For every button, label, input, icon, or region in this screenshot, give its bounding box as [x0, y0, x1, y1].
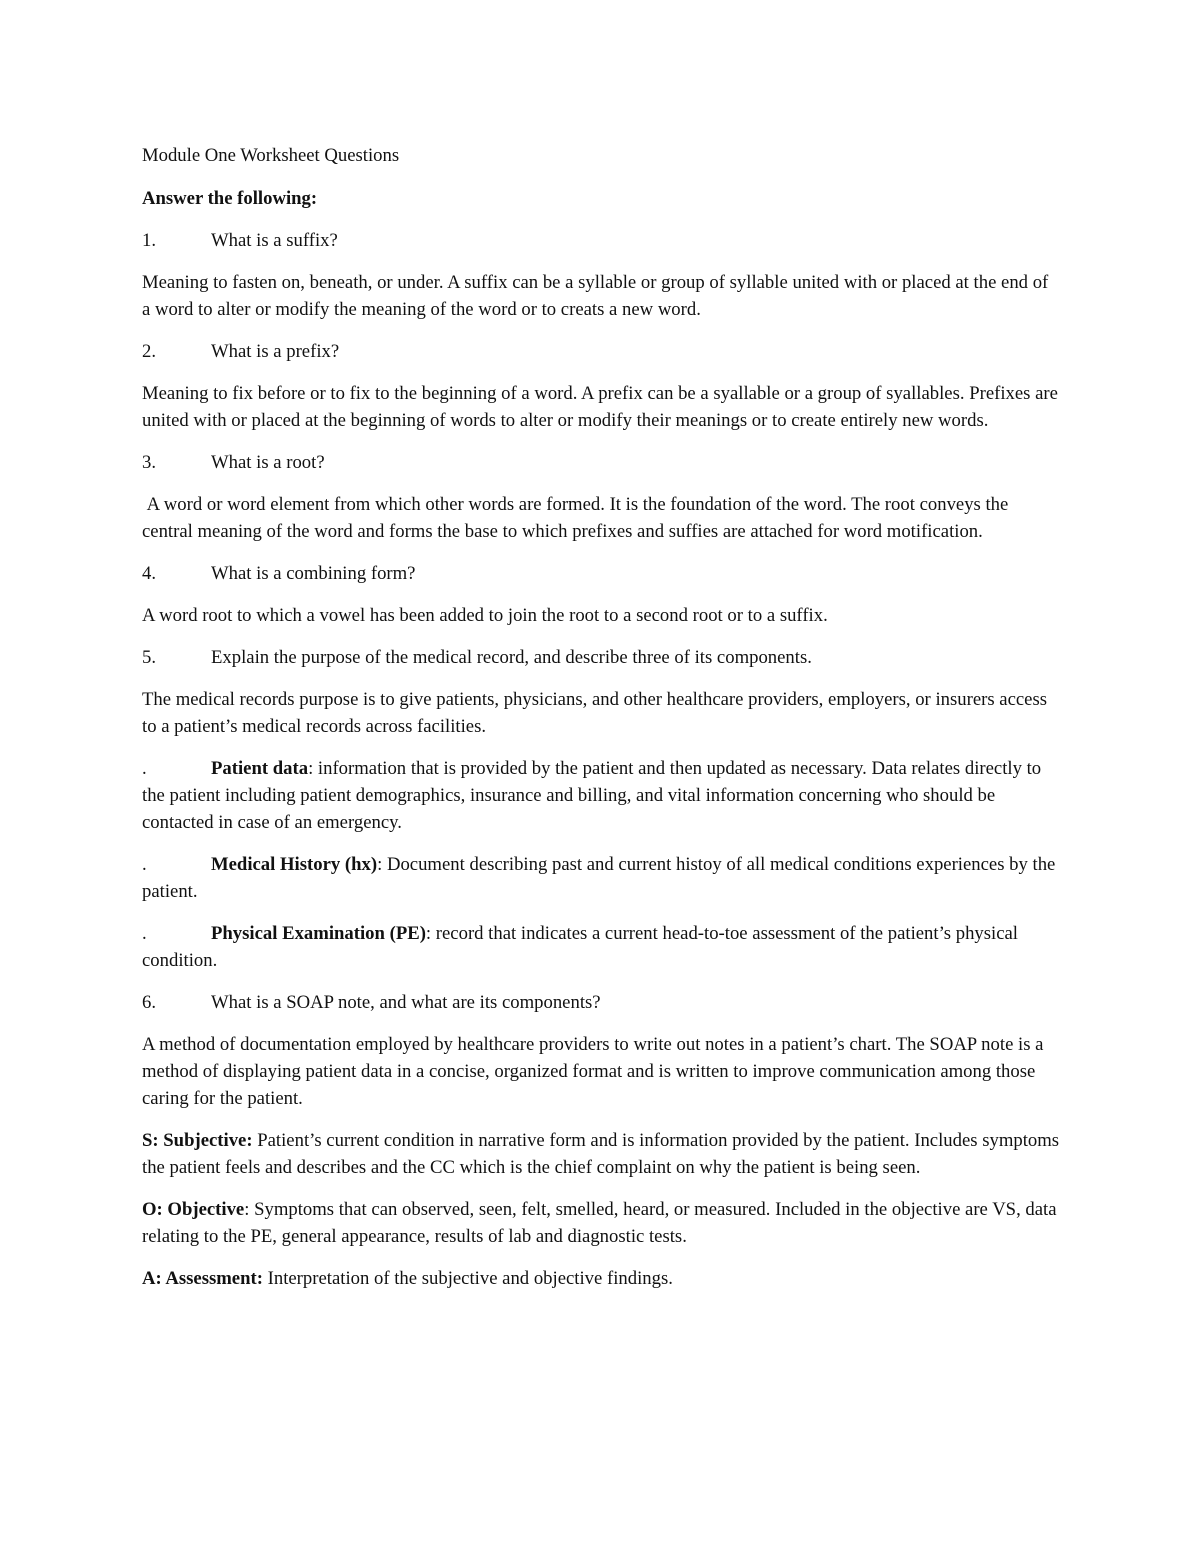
answer-6: A method of documentation employed by healthcare providers to write out notes in a patient’s chart. The SOAP note is a method of displaying patient data in a concise, organized format and is written to improve communication among those caring for the patient.	[142, 1034, 1044, 1109]
soap-label: A: Assessment:	[142, 1268, 263, 1289]
soap-label: S: Subjective:	[142, 1130, 253, 1151]
question-text: What is a SOAP note, and what are its components?	[211, 992, 601, 1013]
question-number: 2.	[142, 341, 157, 362]
soap-text: Interpretation of the subjective and objective findings.	[262, 1268, 673, 1289]
answer-3: A word or word element from which other words are formed. It is the foundation of the word. The root conveys the central meaning of the word and forms the base to which prefixes and suffies are attached for word motification.	[142, 494, 1013, 542]
question-1	[142, 227, 1060, 254]
question-2	[142, 338, 1060, 365]
component-bullet: .	[142, 854, 147, 875]
component-text: : information that is provided by the patient and then updated as necessary. Data relates directly to the patient including patient demographics, insurance and billing, and vital information concerning who should be contacted in case of an emergency.	[142, 758, 1042, 833]
soap-assessment	[142, 1265, 1060, 1292]
question-number: 3.	[142, 452, 157, 473]
question-text: Explain the purpose of the medical record, and describe three of its components.	[211, 647, 812, 668]
soap-text: Patient’s current condition in narrative form and is information provided by the patient. Includes symptoms the patient feels and describes and the CC which is the chief complaint on why the patient is being seen.	[142, 1130, 1060, 1178]
component-label: Medical History (hx)	[211, 854, 378, 875]
question-text: What is a combining form?	[211, 563, 416, 584]
component-physical-examination	[142, 920, 1060, 974]
question-number: 4.	[142, 563, 157, 584]
question-text: What is a suffix?	[211, 230, 338, 251]
soap-subjective	[142, 1127, 1060, 1181]
question-5	[142, 644, 1060, 671]
component-bullet: .	[142, 758, 147, 779]
answer-5: The medical records purpose is to give patients, physicians, and other healthcare providers, employers, or insurers access to a patient’s medical records across facilities.	[142, 689, 1048, 737]
question-3	[142, 449, 1060, 476]
question-4	[142, 560, 1060, 587]
component-patient-data	[142, 755, 1060, 836]
component-bullet: .	[142, 923, 147, 944]
component-label: Patient data	[211, 758, 309, 779]
component-text: : record that indicates a current head-to-toe assessment of the patient’s physical condition.	[142, 923, 1018, 971]
soap-text: : Symptoms that can observed, seen, felt, smelled, heard, or measured. Included in the objective are VS, data relating to the PE, general appearance, results of lab and diagnostic tests.	[142, 1199, 1057, 1247]
question-number: 6.	[142, 992, 157, 1013]
question-6	[142, 989, 1060, 1016]
component-medical-history	[142, 851, 1060, 905]
soap-objective	[142, 1196, 1060, 1250]
question-number: 1.	[142, 230, 157, 251]
component-text: : Document describing past and current histoy of all medical conditions experiences by the patient.	[142, 854, 1056, 902]
answer-1: Meaning to fasten on, beneath, or under. A suffix can be a syllable or group of syllable united with or placed at the end of a word to alter or modify the meaning of the word or to creats a new word.	[142, 272, 1049, 320]
answer-2: Meaning to fix before or to fix to the beginning of a word. A prefix can be a syallable or a group of syallables. Prefixes are united with or placed at the beginning of words to alter or modify their meanings or to create entirely new words.	[142, 383, 1058, 431]
question-text: What is a prefix?	[211, 341, 340, 362]
instruction-heading: Answer the following:	[142, 188, 318, 209]
question-number: 5.	[142, 647, 157, 668]
answer-4: A word root to which a vowel has been added to join the root to a second root or to a suffix.	[142, 605, 828, 626]
question-text: What is a root?	[211, 452, 325, 473]
soap-label: O: Objective	[142, 1199, 245, 1220]
document-title: Module One Worksheet Questions	[142, 145, 400, 166]
component-label: Physical Examination (PE)	[211, 923, 426, 944]
